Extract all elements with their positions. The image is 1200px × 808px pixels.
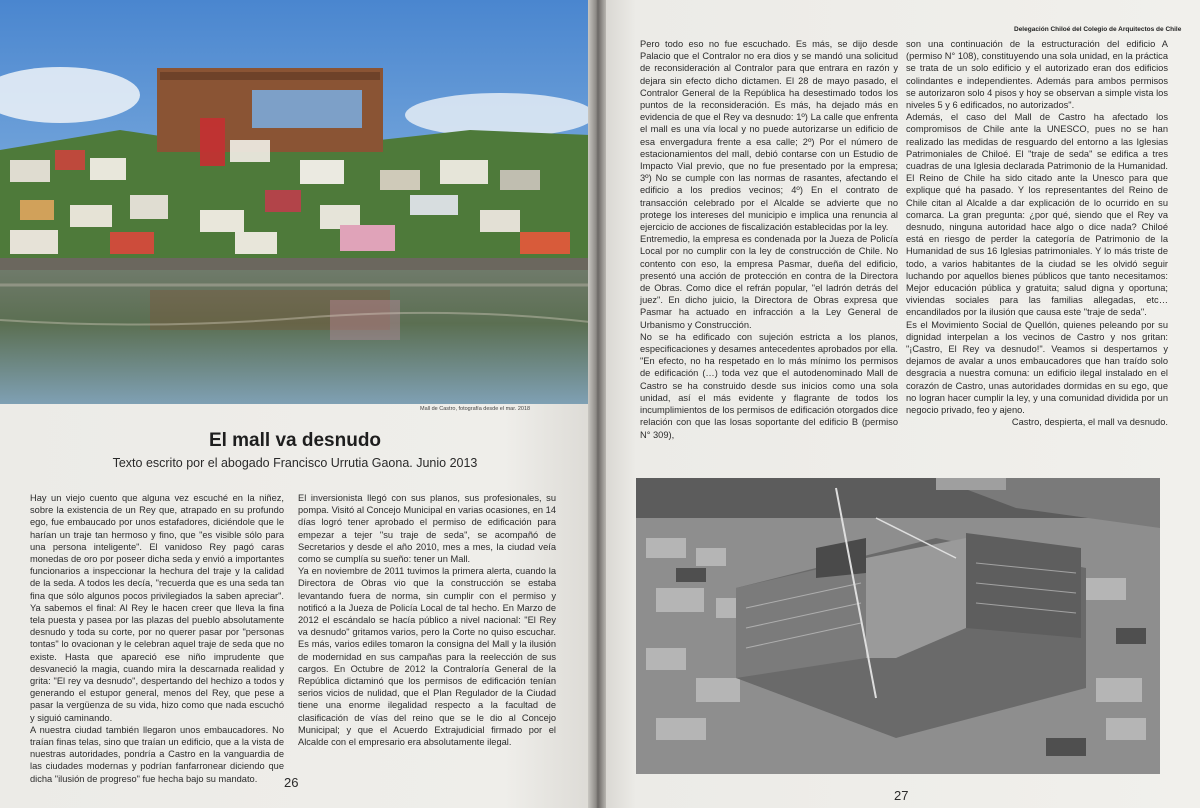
paragraph: Hay un viejo cuento que alguna vez escuché en la niñez, sobre la existencia de un Rey que, atrapado en su profundo ego, fue embaucado por unos estafadores, diciéndole que le harían un traje tan hermoso y fino, que "es visible sólo para una persona inteligente". El vanidoso Rey pagó caras monedas de oro por poseer dicha seda y envió a importantes funcionarios a inspeccionar la hechura del traje y la calidad de la seda. A todos les decía, "recuerda que es una seda tan fina que sólo algunos pocos privilegiados la saben apreciar". Ya sabemos el final: Al Rey le hacen creer que lleva la fina tela puesta y pasea por las plazas del pueblo absolutamente desnudo y toda su corte, por no querer pasar por "personas tontas" lo ovacionan y le celebran aquel traje de seda que no existe. Hasta que apareció ese niño imprudente que desvaneció la magia, cuando mira la descarnada realidad y grita: "El rey va desnudo", despertando del hechizo a todos y generando el estupor general, menos del Rey, que pese a pasar la vergüenza de su vida, hizo como que nada escuchó y siguió caminando. [30, 493, 284, 723]
spine-gutter [588, 0, 606, 808]
paragraph: son una continuación de la estructuración del edificio A (permiso N° 108), constituyendo una sola unidad, en la práctica se trata de un solo edificio y el autorizado eran dos edificios colindantes e independientes. Además para ambos permisos se autorizaron solo 4 pisos y hoy se observan a simple vista los niveles 5 y 6 edificados, no autorizados". [906, 39, 1168, 111]
article-title: El mall va desnudo [208, 430, 382, 451]
right-column-1 [640, 38, 898, 441]
page-number-left: 26 [284, 775, 299, 790]
paragraph: Además, el caso del Mall de Castro ha afectado los compromisos de Chile ante la UNESCO, pues no se han realizado las medidas de resguardo del entorno a las Iglesias Patrimoniales de Chiloé. El "traje de seda" se edifica a tres cuadras de una Iglesia declarada Patrimonio de la Humanidad. El Reino de Chile ha sido citado ante la Unesco para que explique qué ha pasado. Y los representantes del Reino de Chile citan al Alcalde a dar explicación de lo ocurrido en su comarca. La gran pregunta: ¿por qué, siendo que el Rey va desnudo, ninguna autoridad hace algo o dice nada? Chiloé está en riesgo de perder la categoría de Patrimonio de la Humanidad de sus 16 Iglesias patrimoniales. Y lo más triste de todo, a varios habitantes de la ciudad se les olvidó seguir luchando por aquellos bienes públicos que tanto necesitamos: Mejor educación pública y gratuita; salud digna y oportuna; viviendas sociales para las familias allegadas, etc… encandilados por la ilusión que causa este "traje de seda". [906, 112, 1168, 318]
paragraph: El inversionista llegó con sus planos, sus profesionales, su pompa. Visitó al Concejo Municipal en varias ocasiones, en 14 días logró tener aprobado el permiso de edificación para empezar a tejer "su traje de seda", se acompañó de Secretarios y desde el año 2010, mes a mes, la ciudad veía como se cumplía su sueño: tener un Mall. [298, 493, 556, 565]
left-page [0, 0, 594, 808]
castro-waterfront-photo [0, 0, 590, 404]
paragraph: Pero todo eso no fue escuchado. Es más, se dijo desde Palacio que el Contralor no era dios y se mandó una solicitud de reconsideración al Contralor para que entrara en razón y dejara sin efecto dicho dictamen. El 28 de mayo pasado, el Contralor General de la República ha desestimado todos los puntos de la reconsideración. Es más, ha dejado más en evidencia de que el Rey va desnudo: 1º) La calle que enfrenta el mall es una vía local y no puede autorizarse un edificio de esa envergadura frente a esa calle; 2º) Por el número de estacionamientos del mall, debió contarse con un Estudio de Impacto Vial previo, que no fue presentado por la empresa; 3º) No se cumple con las normas de rasantes, afectando el edificio a los predios vecinos; 4º) En el contrato de transacción celebrado por el Alcalde se advierte que no protege los intereses del municipio e implica una renuncia al ejercicio de acciones de fiscalización establecidas por la ley. [640, 39, 898, 233]
left-column-1 [30, 492, 284, 785]
left-column-2 [298, 492, 556, 748]
paragraph: A nuestra ciudad también llegaron unos embaucadores. No traían finas telas, sino que traían un edificio, que a la vista de nuestras autoridades, pondría a Castro en la vanguardia de las ciudades modernas y podrían fanfarronear diciendo que dicha "ilusión de progreso" fue hecha bajo su mandato. [30, 724, 284, 784]
aerial-construction-photo [636, 478, 1160, 774]
paragraph: Ya en noviembre de 2011 tuvimos la primera alerta, cuando la Directora de Obras vio que la construcción se estaba levantando fuera de norma, sin cumplir con el permiso y notificó a la Jueza de Policía Local de tal hecho. En Marzo de 2012 el escándalo se hacía público a nivel nacional: "El Rey va desnudo" gritamos varios, pero la Corte no quiso escuchar. Es más, varios ediles tomaron la consigna del Mall y la ilusión de modernidad en sus campañas para la reelección de sus cargos. En Octubre de 2012 la Contraloría General de la República dictaminó que los permisos de edificación tenían serios vicios de nulidad, que el Plan Regulador de la Ciudad tiene una enorme ilegalidad respecto a la facultad de clasificación de vías del reino que se le dio al Concejo Municipal; y que el Acuerdo Extrajudicial firmado por el Alcalde con el empresario era absolutamente ilegal. [298, 566, 556, 748]
paragraph: No se ha edificado con sujeción estricta a los planos, especificaciones y desames antecedentes aprobados por ella. "En efecto, no ha respetado en lo más mínimo los permisos de edificación (…) toda vez que el autodenominado Mall de Castro se ha construido desde sus inicios como una sola unidad, así el más evidente y flagrante de todos los incumplimientos de los permisos de edificación otorgados dice relación con que las losas soportante del edificio B (permiso N° 309), [640, 331, 898, 440]
closing-line: Castro, despierta, el mall va desnudo. [1011, 417, 1168, 428]
page-header: Delegación Chiloé del Colegio de Arquitectos de Chile [1014, 26, 1182, 33]
right-column-2 [906, 38, 1168, 429]
page-number-right: 27 [894, 788, 909, 803]
paragraph: Es el Movimiento Social de Quellón, quienes peleando por su dignidad interpelan a los vecinos de Castro y nos gritan: "¡Castro, El Rey va desnudo!". Veamos si despertamos y dejamos de avalar a unos embaucadores que han traído solo desgracia a nuestra comuna: un edificio ilegal instalado en el corazón de Castro, unas autoridades dormidas en su ego, que no logran hacer cumplir la ley, y una comunidad dividida por un negocio privado, feo y ajeno. [906, 319, 1168, 416]
paragraph: Entremedio, la empresa es condenada por la Jueza de Policía Local por no cumplir con la ley de construcción de Chile. No contento con eso, la empresa Pasmar, dueña del edificio, presentó una acción de protección en contra de la Directora de Obras. Como dice el refrán popular, "el ladrón detrás del juez". En dicho juicio, la Directora de Obras expresa que Pasmar ha actuado en infracción a la Ley General de Urbanismo y Construcción. [640, 234, 898, 330]
article-subtitle: Texto escrito por el abogado Francisco Urrutia Gaona. Junio 2013 [112, 456, 478, 470]
photo-caption: Mall de Castro, fotografía desde el mar. 2018 [420, 406, 531, 412]
